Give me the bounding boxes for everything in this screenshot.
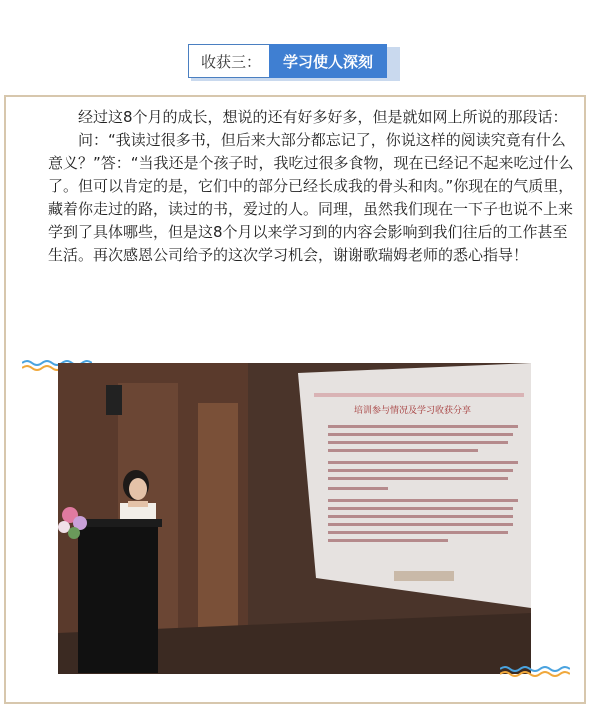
paragraph-1: 经过这8个月的成长，想说的还有好多好多，但是就如网上所说的那段话： [78, 108, 568, 126]
slide-title: 培训参与情况及学习收获分享 [354, 406, 472, 416]
section-prefix: 收获三： [188, 44, 269, 78]
section-header [188, 44, 387, 78]
wave-decoration-right-icon [500, 664, 570, 678]
presentation-photo [58, 363, 531, 674]
paragraph-2: 问：“我读过很多书，但后来大部分都忘记了，你说这样的阅读究竟有什么意义？”答：“当我还是个孩子时，我吃过很多食物，现在已经记不起来吃过什么了。但可以肯定的是，它们中的部分已经长成我的骨头和肉。”你现在的气质里，藏着你走过的路，读过的书，爱过的人。同理，虽然我们现在一下子也说不上来学到了具体哪些，但是这8个月以来学习到的内容会影响到我们往后的工作甚至生活。再次感恩公司给予的这次学习机会，谢谢歌瑞姆老师的悉心指导！ [48, 131, 574, 264]
article-text [48, 106, 578, 267]
section-title: 学习使人深刻 [269, 44, 387, 78]
